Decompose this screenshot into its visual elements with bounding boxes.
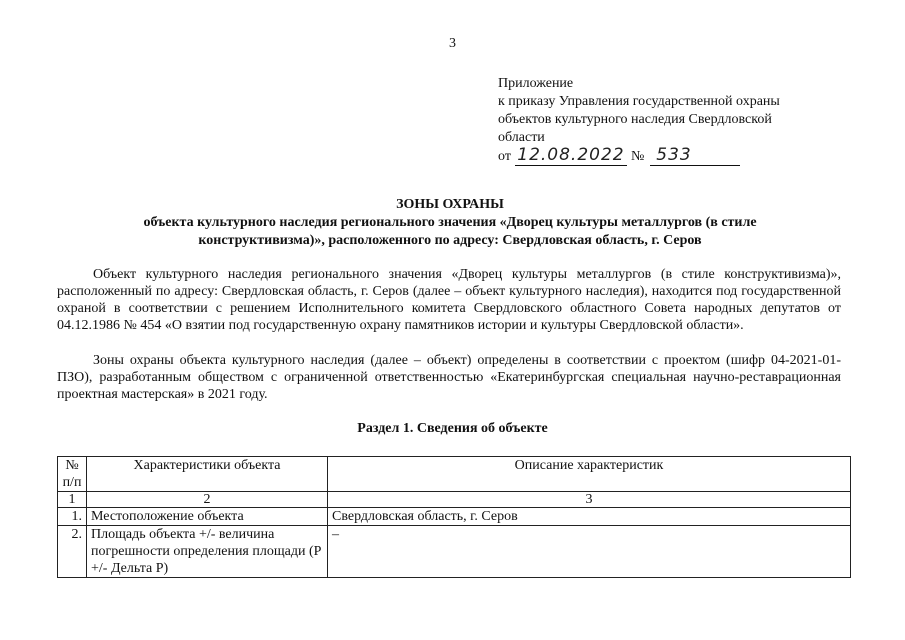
section-title: Раздел 1. Сведения об объекте [357, 421, 548, 436]
object-info-table [57, 456, 851, 578]
date-prefix: от [498, 149, 511, 164]
header-number: № п/п [58, 457, 87, 492]
handwritten-date: 12.08.2022 [515, 147, 627, 166]
paragraph-object-status [57, 266, 841, 334]
row-description: – [328, 526, 851, 578]
header-description: Описание характеристик [328, 457, 851, 492]
document-title [60, 196, 840, 250]
appendix-line: объектов культурного наследия Свердловской [498, 112, 772, 127]
number-prefix: № [630, 149, 645, 164]
column-number: 3 [328, 492, 851, 508]
table-row [58, 508, 851, 526]
table-row [58, 526, 851, 578]
page-number: 3 [449, 36, 456, 51]
row-characteristic: Площадь объекта +/- величина погрешности определения площади (P +/- Дельта P) [87, 526, 328, 578]
appendix-line: Приложение [498, 76, 574, 91]
title-subtitle-line1: объекта культурного наследия регионального значения «Дворец культуры металлургов (в стиле [143, 215, 757, 230]
paragraph-zones-project [57, 352, 841, 403]
table-header-row [58, 457, 851, 492]
column-number: 1 [58, 492, 87, 508]
handwritten-number: 533 [650, 147, 740, 166]
appendix-block [498, 75, 828, 166]
paragraph-text: Объект культурного наследия регионального значения «Дворец культуры металлургов (в стиле конструктивизма)», расположенный по адресу: Свердловская область, г. Серов (далее – объект культурного наследия), находится под государственной охраной в соответствии с решением Исполнительного комитета Свердловского областного Совета народных депутатов от 04.12.1986 № 454 «О взятии под государственную охрану памятников истории и культуры Свердловской области». [57, 267, 841, 333]
row-index: 2. [58, 526, 87, 578]
table-column-numbers-row [58, 492, 851, 508]
appendix-line: области [498, 130, 545, 145]
row-description: Свердловская область, г. Серов [328, 508, 851, 526]
title-main: ЗОНЫ ОХРАНЫ [396, 197, 504, 212]
column-number: 2 [87, 492, 328, 508]
paragraph-text: Зоны охраны объекта культурного наследия (далее – объект) определены в соответствии с проектом (шифр 04-2021-01-ПЗО), разработанным обществом с ограниченной ответственностью «Екатеринбургская специальная научно-реставрационная проектная мастерская» в 2021 году. [57, 353, 841, 402]
order-date-number-line [498, 147, 828, 166]
row-characteristic: Местоположение объекта [87, 508, 328, 526]
header-characteristics: Характеристики объекта [87, 457, 328, 492]
row-index: 1. [58, 508, 87, 526]
appendix-line: к приказу Управления государственной охраны [498, 94, 780, 109]
title-subtitle-line2: конструктивизма)», расположенного по адресу: Свердловская область, г. Серов [198, 233, 702, 248]
